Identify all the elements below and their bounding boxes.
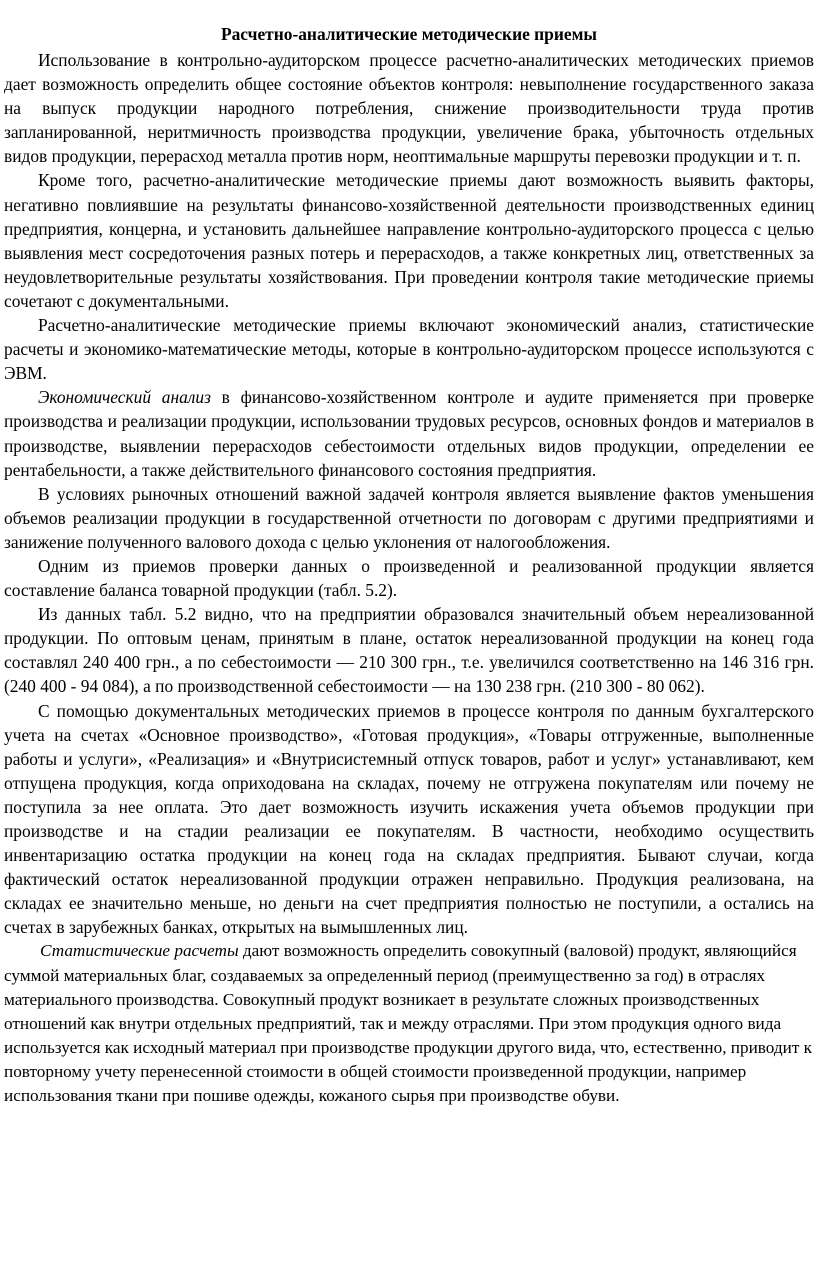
- paragraph-9: [4, 939, 814, 1108]
- paragraph-1: Использование в контрольно-аудиторском процессе расчетно-аналитических методических приемов дает возможность определить общее состояние объектов контроля: невыполнение государственного заказа на выпуск продукции народного потребления, снижение производительности труда против запланированной, неритмичность производства продукции, увеличение брака, убыточность отдельных видов продукции, перерасход металла против норм, неоптимальные маршруты перевозки продукции и т. п.: [4, 50, 814, 167]
- paragraph-8: С помощью документальных методических приемов в процессе контроля по данным бухгалтерского учета на счетах «Основное производство», «Готовая продукция», «Товары отгруженные, выполненные работы и услуги», «Реализация» и «Внутрисистемный отпуск товаров, работ и услуг» устанавливают, кем отпущена продукция, когда оприходована на складах, почему не отгружена покупателям или почему не поступила за нее оплата. Это дает возможность изучить искажения учета объемов продукции при производстве и на стадии реализации ее покупателям. В частности, необходимо осуществить инвентаризацию остатка продукции на конец года на складах предприятия. Бывают случаи, когда фактический остаток нереализованной продукции отражен неправильно. Продукция реализована, на складах ее значительно меньше, но деньги на счет предприятия полностью не поступили, а остались на счетах в зарубежных банках, открытых на вымышленных лиц.: [4, 700, 814, 938]
- page-title: Расчетно-аналитические методические приемы: [220, 24, 598, 44]
- term-statistical-calculations: Статистические расчеты: [40, 941, 239, 961]
- paragraph-5: В условиях рыночных отношений важной задачей контроля является выявление фактов уменьшения объемов реализации продукции в государственной отчетности по договорам с другими предприятиями и занижение полученного валового дохода с целью уклонения от налогообложения.: [4, 483, 814, 552]
- term-economic-analysis: Экономический анализ: [38, 387, 211, 408]
- paragraph-2: Кроме того, расчетно-аналитические методические приемы дают возможность выявить факторы, негативно повлиявшие на результаты финансово-хозяйственной деятельности производственных единиц предприятия, концерна, и установить дальнейшее направление контрольно-аудиторского процесса с целью выявления мест сосредоточения разных потерь и перерасходов, а также конкретных лиц, ответственных за неудовлетворительные результаты хозяйствования. При проведении контроля такие методические приемы сочетают с документальными.: [4, 170, 814, 311]
- paragraph-3: Расчетно-аналитические методические приемы включают экономический анализ, статистические расчеты и экономико-математические методы, которые в контрольно-аудиторском процессе используются с ЭВМ.: [4, 315, 814, 384]
- paragraph-6: Одним из приемов проверки данных о произведенной и реализованной продукции является составление баланса товарной продукции (табл. 5.2).: [4, 555, 814, 601]
- paragraph-9-text: дают возможность определить совокупный (валовой) продукт, являющийся суммой материальных благ, создаваемых за определенный период (преимущественно за год) в отраслях материального производства. Совокупный продукт возникает в результате сложных производственных отношений как внутри отдельных предприятий, так и между отраслями. При этом продукция одного вида используется как исходный материал при производстве продукции другого вида, что, естественно, приводит к повторному учету перенесенной стоимости в общей стоимости произведенной продукции, например использования ткани при пошиве одежды, кожаного сырья при производстве обуви.: [4, 941, 812, 1106]
- paragraph-4: [4, 385, 814, 481]
- paragraph-4-text: в финансово-хозяйственном контроле и аудите применяется при проверке производства и реализации продукции, использовании трудовых ресурсов, основных фондов и материалов в производстве, выявлении перерасходов себестоимости отдельных видов продукции, определении ее рентабельности, а также действительного финансового состояния предприятия.: [4, 387, 814, 480]
- paragraph-7: Из данных табл. 5.2 видно, что на предприятии образовался значительный объем нереализованной продукции. По оптовым ценам, принятым в плане, остаток нереализованной продукции на конец года составлял 240 400 грн., а по себестоимости — 210 300 грн., т.е. увеличился соответственно на 146 316 грн. (240 400 - 94 084), а по производственной себестоимости — на 130 238 грн. (210 300 - 80 062).: [4, 604, 814, 697]
